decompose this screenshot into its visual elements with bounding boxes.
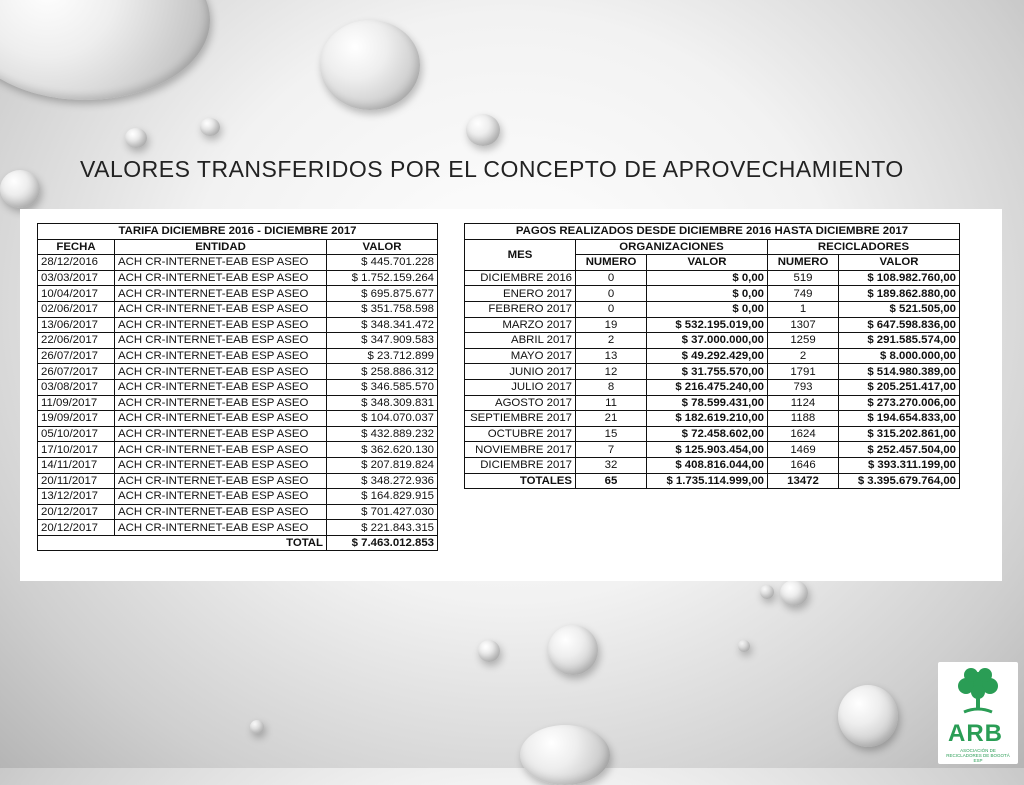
arb-logo: [938, 662, 1018, 764]
mes-cell: DICIEMBRE 2017: [465, 457, 576, 473]
table-row: [465, 457, 960, 473]
fecha-cell: 19/09/2017: [38, 411, 115, 427]
org-valor-cell: $ 408.816.044,00: [647, 457, 768, 473]
entidad-cell: ACH CR-INTERNET-EAB ESP ASEO: [115, 426, 327, 442]
table-row: [38, 270, 438, 286]
header-rec-numero: NUMERO: [768, 255, 839, 271]
table-row: [465, 317, 960, 333]
entidad-cell: ACH CR-INTERNET-EAB ESP ASEO: [115, 348, 327, 364]
pagos-heading: PAGOS REALIZADOS DESDE DICIEMBRE 2016 HASTA DICIEMBRE 2017: [465, 224, 960, 240]
rec-numero-cell: 519: [768, 270, 839, 286]
header-valor: VALOR: [327, 239, 438, 255]
entidad-cell: ACH CR-INTERNET-EAB ESP ASEO: [115, 364, 327, 380]
entidad-cell: ACH CR-INTERNET-EAB ESP ASEO: [115, 442, 327, 458]
water-drop-decoration: [738, 640, 750, 652]
entidad-cell: ACH CR-INTERNET-EAB ESP ASEO: [115, 255, 327, 271]
table-row: [38, 395, 438, 411]
rec-valor-cell: $ 194.654.833,00: [839, 411, 960, 427]
table-row: [465, 442, 960, 458]
entidad-cell: ACH CR-INTERNET-EAB ESP ASEO: [115, 520, 327, 536]
pagos-totals-rec-valor: $ 3.395.679.764,00: [839, 473, 960, 489]
header-entidad: ENTIDAD: [115, 239, 327, 255]
valor-cell: $ 348.309.831: [327, 395, 438, 411]
entidad-cell: ACH CR-INTERNET-EAB ESP ASEO: [115, 379, 327, 395]
entidad-cell: ACH CR-INTERNET-EAB ESP ASEO: [115, 270, 327, 286]
mes-cell: NOVIEMBRE 2017: [465, 442, 576, 458]
header-org-valor: VALOR: [647, 255, 768, 271]
table-row: [465, 364, 960, 380]
rec-numero-cell: 1124: [768, 395, 839, 411]
table-row: [38, 333, 438, 349]
valor-cell: $ 445.701.228: [327, 255, 438, 271]
table-row: [38, 426, 438, 442]
tables-panel: [20, 209, 1002, 581]
tarifa-heading: TARIFA DICIEMBRE 2016 - DICIEMBRE 2017: [38, 224, 438, 240]
rec-valor-cell: $ 393.311.199,00: [839, 457, 960, 473]
entidad-cell: ACH CR-INTERNET-EAB ESP ASEO: [115, 473, 327, 489]
table-row: [465, 333, 960, 349]
rec-numero-cell: 1307: [768, 317, 839, 333]
water-drop-decoration: [320, 20, 420, 110]
org-valor-cell: $ 31.755.570,00: [647, 364, 768, 380]
mes-cell: ABRIL 2017: [465, 333, 576, 349]
rec-numero-cell: 749: [768, 286, 839, 302]
mes-cell: JULIO 2017: [465, 379, 576, 395]
rec-valor-cell: $ 291.585.574,00: [839, 333, 960, 349]
water-drop-decoration: [548, 625, 598, 675]
org-valor-cell: $ 37.000.000,00: [647, 333, 768, 349]
org-valor-cell: $ 49.292.429,00: [647, 348, 768, 364]
rec-valor-cell: $ 189.862.880,00: [839, 286, 960, 302]
tarifa-table: [37, 223, 438, 551]
mes-cell: MARZO 2017: [465, 317, 576, 333]
org-numero-cell: 12: [576, 364, 647, 380]
valor-cell: $ 362.620.130: [327, 442, 438, 458]
fecha-cell: 22/06/2017: [38, 333, 115, 349]
header-mes: MES: [465, 239, 576, 270]
table-row: [38, 473, 438, 489]
water-drop-decoration: [780, 580, 808, 606]
valor-cell: $ 432.889.232: [327, 426, 438, 442]
rec-numero-cell: 1259: [768, 333, 839, 349]
logo-text: ARB: [948, 720, 1003, 747]
rec-numero-cell: 1188: [768, 411, 839, 427]
table-row: [38, 489, 438, 505]
valor-cell: $ 23.712.899: [327, 348, 438, 364]
mes-cell: DICIEMBRE 2016: [465, 270, 576, 286]
mes-cell: MAYO 2017: [465, 348, 576, 364]
rec-valor-cell: $ 521.505,00: [839, 301, 960, 317]
table-row: [38, 379, 438, 395]
org-numero-cell: 15: [576, 426, 647, 442]
table-row: [38, 457, 438, 473]
rec-valor-cell: $ 205.251.417,00: [839, 379, 960, 395]
org-valor-cell: $ 532.195.019,00: [647, 317, 768, 333]
org-numero-cell: 32: [576, 457, 647, 473]
logo-subtitle: ASOCIACIÓN DE RECICLADORES DE BOGOTÁ ESP: [946, 748, 1010, 763]
rec-numero-cell: 1791: [768, 364, 839, 380]
valor-cell: $ 1.752.159.264: [327, 270, 438, 286]
header-recicladores: RECICLADORES: [768, 239, 960, 255]
valor-cell: $ 351.758.598: [327, 301, 438, 317]
fecha-cell: 10/04/2017: [38, 286, 115, 302]
pagos-table: [464, 223, 960, 489]
org-valor-cell: $ 0,00: [647, 286, 768, 302]
valor-cell: $ 104.070.037: [327, 411, 438, 427]
mes-cell: JUNIO 2017: [465, 364, 576, 380]
rec-numero-cell: 1: [768, 301, 839, 317]
rec-valor-cell: $ 647.598.836,00: [839, 317, 960, 333]
table-row: [38, 348, 438, 364]
table-row: [465, 270, 960, 286]
tarifa-total-value: $ 7.463.012.853: [327, 535, 438, 551]
rec-valor-cell: $ 514.980.389,00: [839, 364, 960, 380]
valor-cell: $ 221.843.315: [327, 520, 438, 536]
table-row: [465, 348, 960, 364]
fecha-cell: 26/07/2017: [38, 364, 115, 380]
mes-cell: AGOSTO 2017: [465, 395, 576, 411]
table-row: [465, 395, 960, 411]
rec-valor-cell: $ 273.270.006,00: [839, 395, 960, 411]
rec-valor-cell: $ 8.000.000,00: [839, 348, 960, 364]
fecha-cell: 03/08/2017: [38, 379, 115, 395]
rec-numero-cell: 793: [768, 379, 839, 395]
fecha-cell: 20/11/2017: [38, 473, 115, 489]
tree-icon: [938, 662, 1018, 722]
water-drop-decoration: [478, 640, 500, 662]
rec-valor-cell: $ 315.202.861,00: [839, 426, 960, 442]
valor-cell: $ 347.909.583: [327, 333, 438, 349]
entidad-cell: ACH CR-INTERNET-EAB ESP ASEO: [115, 457, 327, 473]
org-valor-cell: $ 216.475.240,00: [647, 379, 768, 395]
fecha-cell: 03/03/2017: [38, 270, 115, 286]
valor-cell: $ 207.819.824: [327, 457, 438, 473]
org-valor-cell: $ 182.619.210,00: [647, 411, 768, 427]
rec-valor-cell: $ 108.982.760,00: [839, 270, 960, 286]
org-numero-cell: 0: [576, 301, 647, 317]
org-valor-cell: $ 125.903.454,00: [647, 442, 768, 458]
water-drop-decoration: [520, 725, 610, 785]
water-drop-decoration: [0, 170, 40, 208]
water-drop-decoration: [125, 128, 147, 148]
table-row: [38, 364, 438, 380]
org-numero-cell: 7: [576, 442, 647, 458]
valor-cell: $ 258.886.312: [327, 364, 438, 380]
tarifa-total-label: TOTAL: [38, 535, 327, 551]
table-row: [38, 255, 438, 271]
mes-cell: FEBRERO 2017: [465, 301, 576, 317]
org-numero-cell: 21: [576, 411, 647, 427]
entidad-cell: ACH CR-INTERNET-EAB ESP ASEO: [115, 286, 327, 302]
entidad-cell: ACH CR-INTERNET-EAB ESP ASEO: [115, 504, 327, 520]
fecha-cell: 20/12/2017: [38, 504, 115, 520]
rec-numero-cell: 2: [768, 348, 839, 364]
table-row: [465, 301, 960, 317]
water-drop-decoration: [0, 0, 210, 100]
pagos-totals-label: TOTALES: [465, 473, 576, 489]
header-rec-valor: VALOR: [839, 255, 960, 271]
valor-cell: $ 346.585.570: [327, 379, 438, 395]
table-row: [465, 379, 960, 395]
valor-cell: $ 348.341.472: [327, 317, 438, 333]
fecha-cell: 13/12/2017: [38, 489, 115, 505]
org-numero-cell: 11: [576, 395, 647, 411]
valor-cell: $ 348.272.936: [327, 473, 438, 489]
table-row: [38, 504, 438, 520]
fecha-cell: 20/12/2017: [38, 520, 115, 536]
entidad-cell: ACH CR-INTERNET-EAB ESP ASEO: [115, 301, 327, 317]
water-drop-decoration: [838, 685, 898, 747]
fecha-cell: 28/12/2016: [38, 255, 115, 271]
fecha-cell: 02/06/2017: [38, 301, 115, 317]
entidad-cell: ACH CR-INTERNET-EAB ESP ASEO: [115, 317, 327, 333]
entidad-cell: ACH CR-INTERNET-EAB ESP ASEO: [115, 395, 327, 411]
header-organizaciones: ORGANIZACIONES: [576, 239, 768, 255]
fecha-cell: 17/10/2017: [38, 442, 115, 458]
table-row: [465, 411, 960, 427]
pagos-rows: [465, 270, 960, 473]
header-fecha: FECHA: [38, 239, 115, 255]
valor-cell: $ 701.427.030: [327, 504, 438, 520]
valor-cell: $ 695.875.677: [327, 286, 438, 302]
entidad-cell: ACH CR-INTERNET-EAB ESP ASEO: [115, 333, 327, 349]
org-valor-cell: $ 72.458.602,00: [647, 426, 768, 442]
fecha-cell: 05/10/2017: [38, 426, 115, 442]
mes-cell: OCTUBRE 2017: [465, 426, 576, 442]
org-numero-cell: 19: [576, 317, 647, 333]
table-row: [38, 442, 438, 458]
water-drop-decoration: [760, 585, 774, 599]
rec-numero-cell: 1646: [768, 457, 839, 473]
org-valor-cell: $ 0,00: [647, 270, 768, 286]
mes-cell: SEPTIEMBRE 2017: [465, 411, 576, 427]
fecha-cell: 14/11/2017: [38, 457, 115, 473]
slide-title: VALORES TRANSFERIDOS POR EL CONCEPTO DE APROVECHAMIENTO: [80, 156, 904, 182]
org-numero-cell: 8: [576, 379, 647, 395]
table-row: [38, 411, 438, 427]
water-drop-decoration: [466, 114, 500, 146]
rec-numero-cell: 1624: [768, 426, 839, 442]
header-org-numero: NUMERO: [576, 255, 647, 271]
table-row: [38, 520, 438, 536]
org-numero-cell: 2: [576, 333, 647, 349]
org-numero-cell: 0: [576, 270, 647, 286]
table-row: [38, 286, 438, 302]
pagos-totals-org-valor: $ 1.735.114.999,00: [647, 473, 768, 489]
entidad-cell: ACH CR-INTERNET-EAB ESP ASEO: [115, 411, 327, 427]
table-row: [465, 426, 960, 442]
fecha-cell: 11/09/2017: [38, 395, 115, 411]
org-numero-cell: 0: [576, 286, 647, 302]
fecha-cell: 26/07/2017: [38, 348, 115, 364]
fecha-cell: 13/06/2017: [38, 317, 115, 333]
valor-cell: $ 164.829.915: [327, 489, 438, 505]
org-valor-cell: $ 0,00: [647, 301, 768, 317]
water-drop-decoration: [200, 118, 220, 136]
mes-cell: ENERO 2017: [465, 286, 576, 302]
table-row: [38, 317, 438, 333]
pagos-totals-org-numero: 65: [576, 473, 647, 489]
pagos-totals-rec-numero: 13472: [768, 473, 839, 489]
rec-numero-cell: 1469: [768, 442, 839, 458]
table-row: [38, 301, 438, 317]
table-row: [465, 286, 960, 302]
tarifa-rows: [38, 255, 438, 536]
rec-valor-cell: $ 252.457.504,00: [839, 442, 960, 458]
org-numero-cell: 13: [576, 348, 647, 364]
org-valor-cell: $ 78.599.431,00: [647, 395, 768, 411]
water-drop-decoration: [250, 720, 264, 734]
entidad-cell: ACH CR-INTERNET-EAB ESP ASEO: [115, 489, 327, 505]
